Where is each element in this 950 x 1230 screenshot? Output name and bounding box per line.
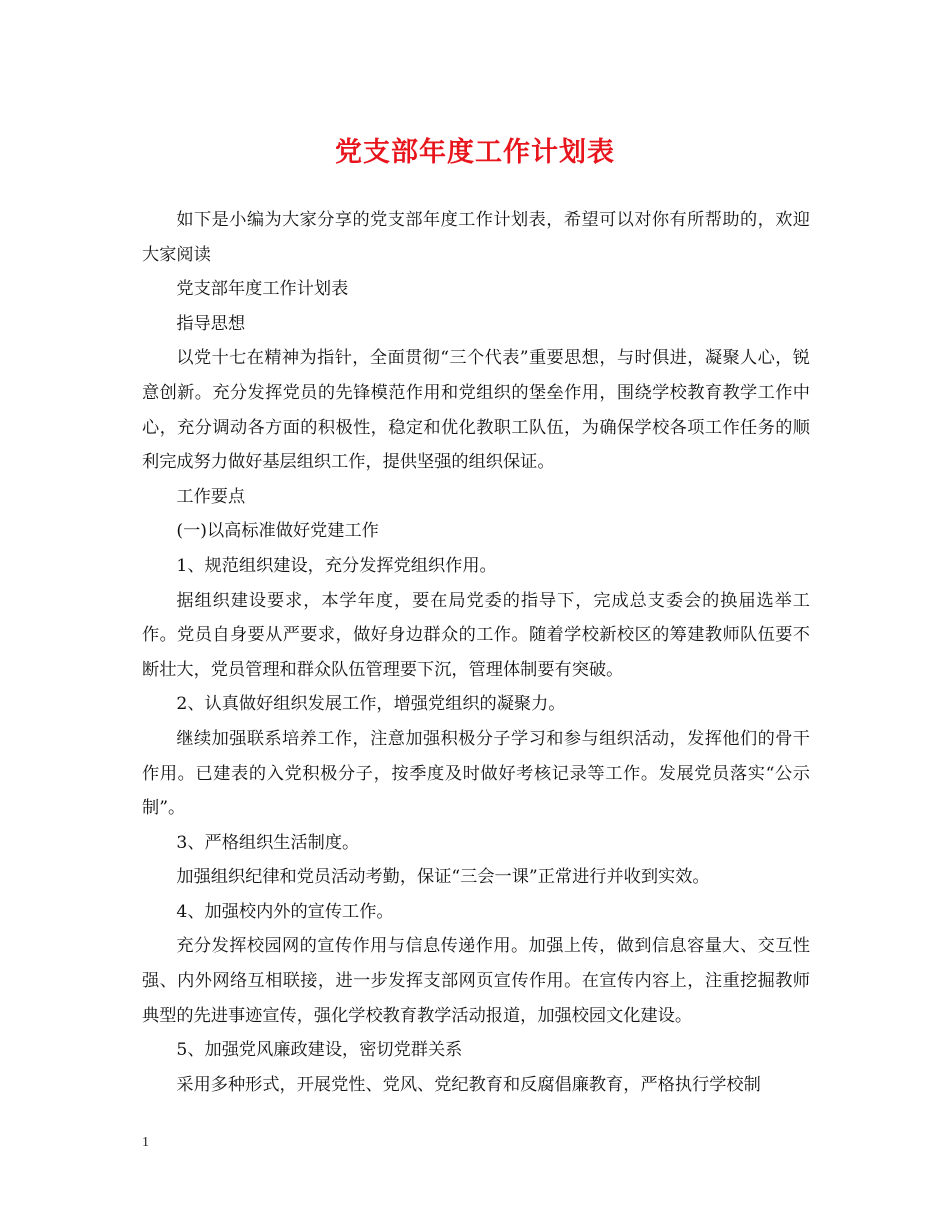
page-number: 1 [142, 1135, 149, 1150]
subsection-heading: (一)以高标准做好党建工作 [176, 521, 379, 542]
paragraph: 如下是小编为大家分享的党支部年度工作计划表，希望可以对你有所帮助的，欢迎大家阅读 [142, 210, 810, 265]
paragraph: 据组织建设要求，本学年度，要在局党委的指导下，完成总支委会的换届选举工作。党员自身要从严要求，做好身边群众的工作。随着学校新校区的筹建教师队伍要不断壮大，党员管理和群众队伍管理要下沉，管理体制要有突破。 [142, 590, 810, 680]
item-heading: 2、认真做好组织发展工作，增强党组织的凝聚力。 [176, 694, 566, 715]
item-heading: 5、加强党风廉政建设，密切党群关系 [176, 1040, 463, 1061]
paragraph: 采用多种形式，开展党性、党风、党纪教育和反腐倡廉教育，严格执行学校制 [176, 1074, 761, 1095]
item-heading: 1、规范组织建设，充分发挥党组织作用。 [176, 555, 497, 576]
paragraph: 以党十七在精神为指针，全面贯彻“三个代表”重要思想，与时俱进，凝聚人心，锐意创新。充分发挥党员的先锋模范作用和党组织的堡垒作用，围绕学校教育教学工作中心，充分调动各方面的积极性，稳定和优化教职工队伍，为确保学校各项工作任务的顺利完成努力做好基层组织工作，提供坚强的组织保证。 [142, 348, 810, 473]
paragraph: 党支部年度工作计划表 [176, 279, 349, 300]
section-heading: 工作要点 [176, 486, 246, 507]
document-title: 党支部年度工作计划表 [335, 137, 615, 168]
paragraph: 充分发挥校园网的宣传作用与信息传递作用。加强上传，做到信息容量大、交互性强、内外网络互相联接，进一步发挥支部网页宣传作用。在宣传内容上，注重挖掘教师典型的先进事迹宣传，强化学校教育教学活动报道，加强校园文化建设。 [142, 936, 810, 1026]
paragraph: 加强组织纪律和党员活动考勤，保证“三会一课”正常进行并收到实效。 [176, 867, 710, 888]
paragraph: 继续加强联系培养工作，注意加强积极分子学习和参与组织活动，发挥他们的骨干作用。已建表的入党积极分子，按季度及时做好考核记录等工作。发展党员落实“公示制”。 [142, 728, 810, 819]
item-heading: 4、加强校内外的宣传工作。 [176, 901, 394, 922]
section-heading: 指导思想 [176, 313, 246, 334]
document-body [142, 203, 810, 1102]
item-heading: 3、严格组织生活制度。 [176, 832, 360, 853]
